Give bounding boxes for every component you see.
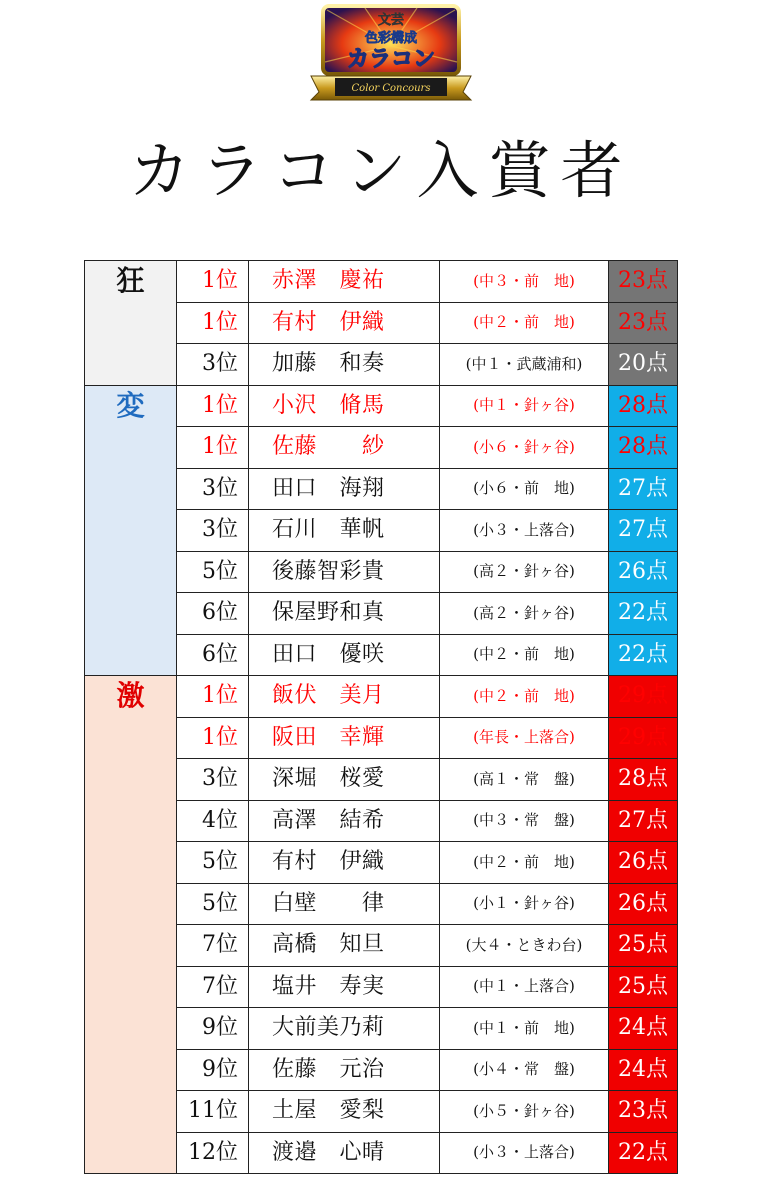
name-cell: 有村 伊織	[249, 302, 440, 344]
score-cell: 20点	[609, 344, 678, 386]
school-cell: (高２・針ヶ谷)	[440, 551, 609, 593]
category-label: 激	[85, 676, 177, 1174]
rank-cell: 5位	[177, 551, 249, 593]
score-cell: 23点	[609, 261, 678, 303]
school-cell: (小６・針ヶ谷)	[440, 427, 609, 469]
rank-cell: 6位	[177, 593, 249, 635]
logo-line1: 文芸	[377, 13, 405, 28]
score-cell: 25点	[609, 966, 678, 1008]
name-cell: 田口 優咲	[249, 634, 440, 676]
school-cell: (小４・常 盤)	[440, 1049, 609, 1091]
rank-cell: 1位	[177, 676, 249, 718]
score-cell: 26点	[609, 551, 678, 593]
score-cell: 26点	[609, 883, 678, 925]
rank-cell: 3位	[177, 510, 249, 552]
score-cell: 28点	[609, 427, 678, 469]
name-cell: 石川 華帆	[249, 510, 440, 552]
school-cell: (小３・上落合)	[440, 510, 609, 552]
rank-cell: 4位	[177, 800, 249, 842]
rank-cell: 11位	[177, 1091, 249, 1133]
name-cell: 赤澤 慶祐	[249, 261, 440, 303]
name-cell: 阪田 幸輝	[249, 717, 440, 759]
name-cell: 渡邉 心晴	[249, 1132, 440, 1174]
rank-cell: 9位	[177, 1008, 249, 1050]
rank-cell: 5位	[177, 883, 249, 925]
logo-line3: カラコン	[346, 47, 436, 72]
school-cell: (小５・針ヶ谷)	[440, 1091, 609, 1133]
rank-cell: 3位	[177, 344, 249, 386]
rank-cell: 1位	[177, 302, 249, 344]
rank-cell: 1位	[177, 427, 249, 469]
name-cell: 飯伏 美月	[249, 676, 440, 718]
school-cell: (中２・前 地)	[440, 842, 609, 884]
name-cell: 保屋野和真	[249, 593, 440, 635]
name-cell: 土屋 愛梨	[249, 1091, 440, 1133]
score-cell: 23点	[609, 1091, 678, 1133]
rank-cell: 1位	[177, 385, 249, 427]
score-cell: 23点	[609, 302, 678, 344]
rank-cell: 1位	[177, 261, 249, 303]
page-title: カラコン入賞者	[128, 134, 633, 207]
rank-cell: 3位	[177, 759, 249, 801]
logo-line2: 色彩構成	[364, 31, 418, 46]
rank-cell: 3位	[177, 468, 249, 510]
category-label: 狂	[85, 261, 177, 386]
name-cell: 加藤 和奏	[249, 344, 440, 386]
name-cell: 後藤智彩貴	[249, 551, 440, 593]
school-cell: (中２・前 地)	[440, 634, 609, 676]
school-cell: (中３・常 盤)	[440, 800, 609, 842]
results-table	[84, 260, 678, 1174]
school-cell: (小１・針ヶ谷)	[440, 883, 609, 925]
category-label: 変	[85, 385, 177, 676]
name-cell: 高橋 知旦	[249, 925, 440, 967]
score-cell: 26点	[609, 842, 678, 884]
score-cell: 22点	[609, 1132, 678, 1174]
logo-emblem	[305, 2, 477, 102]
school-cell: (小６・前 地)	[440, 468, 609, 510]
score-cell: 24点	[609, 1049, 678, 1091]
school-cell: (高１・常 盤)	[440, 759, 609, 801]
name-cell: 田口 海翔	[249, 468, 440, 510]
score-cell: 27点	[609, 468, 678, 510]
score-cell: 27点	[609, 800, 678, 842]
school-cell: (中１・武蔵浦和)	[440, 344, 609, 386]
score-cell: 25点	[609, 925, 678, 967]
name-cell: 小沢 脩馬	[249, 385, 440, 427]
school-cell: (大４・ときわ台)	[440, 925, 609, 967]
school-cell: (中１・上落合)	[440, 966, 609, 1008]
table-row	[85, 261, 678, 303]
name-cell: 白壁 律	[249, 883, 440, 925]
school-cell: (中２・前 地)	[440, 676, 609, 718]
name-cell: 大前美乃莉	[249, 1008, 440, 1050]
school-cell: (高２・針ヶ谷)	[440, 593, 609, 635]
name-cell: 有村 伊織	[249, 842, 440, 884]
rank-cell: 1位	[177, 717, 249, 759]
table-row	[85, 385, 678, 427]
school-cell: (中２・前 地)	[440, 302, 609, 344]
score-cell: 27点	[609, 510, 678, 552]
rank-cell: 5位	[177, 842, 249, 884]
score-cell: 29点	[609, 717, 678, 759]
name-cell: 塩井 寿実	[249, 966, 440, 1008]
score-cell: 22点	[609, 593, 678, 635]
school-cell: (小３・上落合)	[440, 1132, 609, 1174]
name-cell: 佐藤 元治	[249, 1049, 440, 1091]
score-cell: 28点	[609, 759, 678, 801]
name-cell: 高澤 結希	[249, 800, 440, 842]
score-cell: 29点	[609, 676, 678, 718]
name-cell: 深堀 桜愛	[249, 759, 440, 801]
rank-cell: 7位	[177, 966, 249, 1008]
score-cell: 22点	[609, 634, 678, 676]
contest-logo	[305, 2, 477, 102]
logo-ribbon-text: Color Concours	[351, 83, 431, 94]
table-row	[85, 676, 678, 718]
rank-cell: 9位	[177, 1049, 249, 1091]
score-cell: 24点	[609, 1008, 678, 1050]
score-cell: 28点	[609, 385, 678, 427]
rank-cell: 7位	[177, 925, 249, 967]
school-cell: (中３・前 地)	[440, 261, 609, 303]
name-cell: 佐藤 紗	[249, 427, 440, 469]
school-cell: (中１・針ヶ谷)	[440, 385, 609, 427]
rank-cell: 12位	[177, 1132, 249, 1174]
rank-cell: 6位	[177, 634, 249, 676]
school-cell: (年長・上落合)	[440, 717, 609, 759]
school-cell: (中１・前 地)	[440, 1008, 609, 1050]
